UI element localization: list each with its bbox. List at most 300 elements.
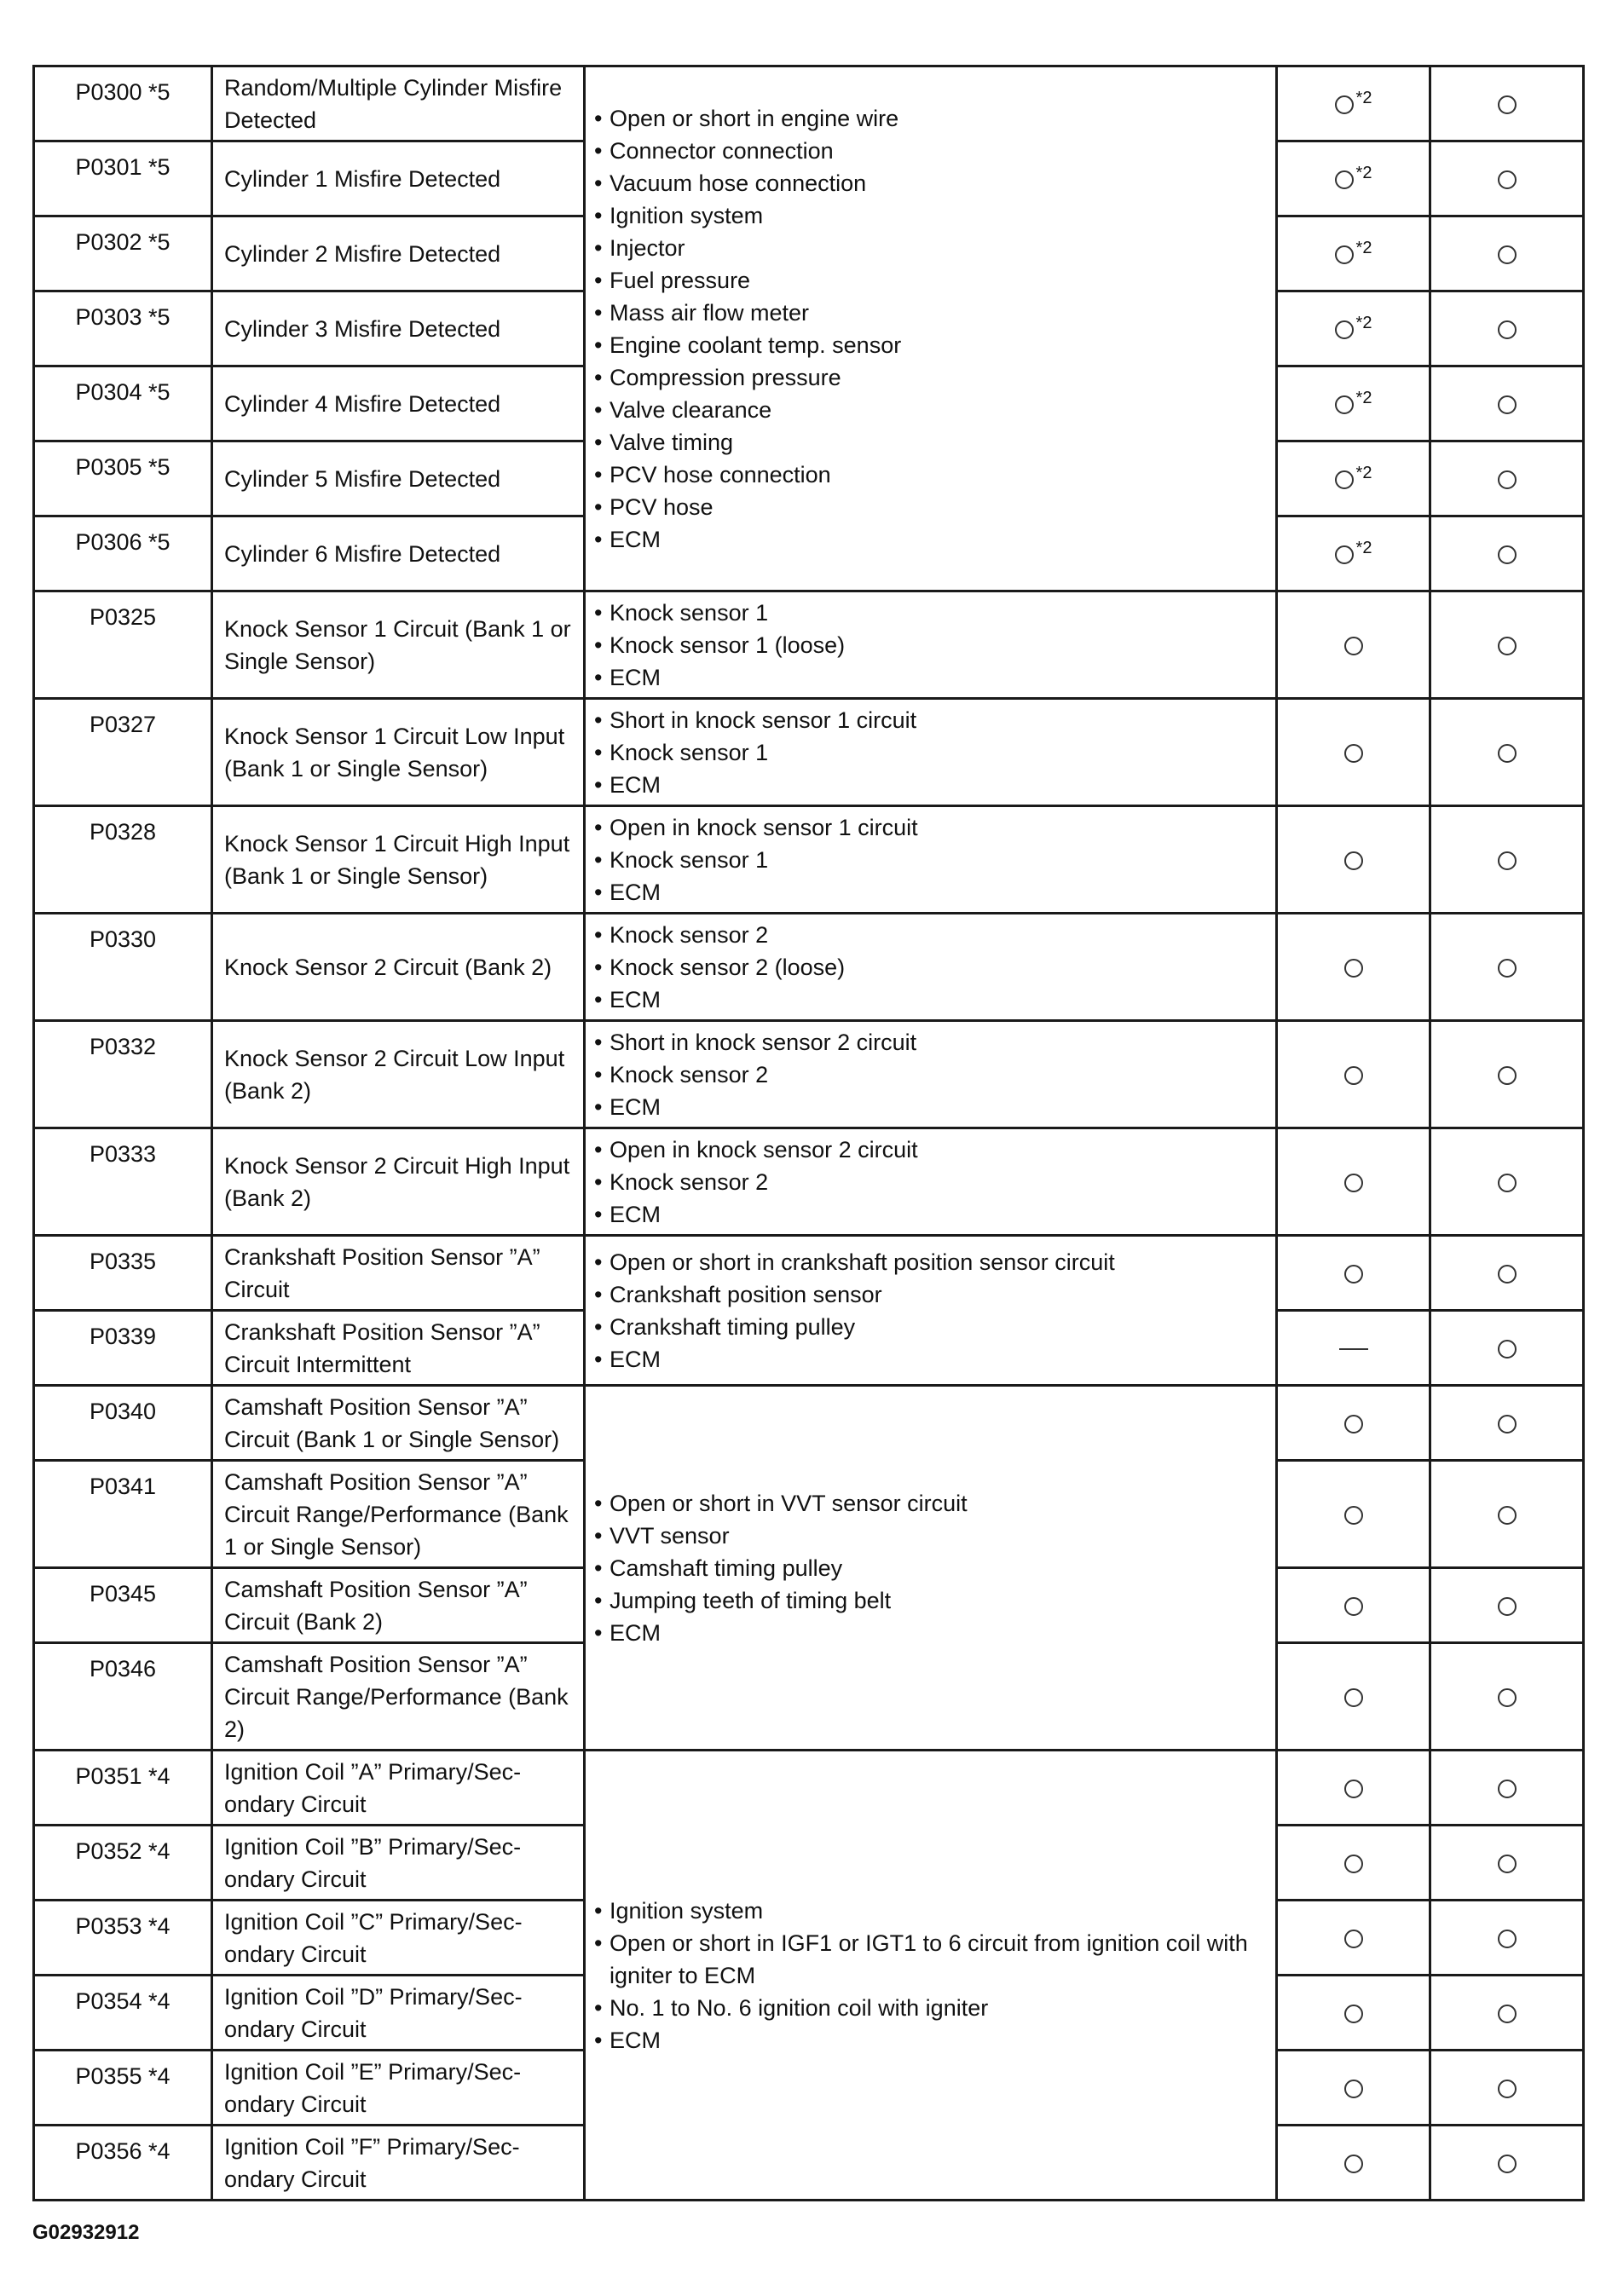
circle-icon bbox=[1498, 470, 1517, 489]
trouble-item bbox=[594, 919, 1267, 951]
trouble-item-text: Knock sensor 1 (loose) bbox=[610, 632, 846, 658]
dtc-code: P0325 bbox=[34, 591, 212, 699]
memory-indicator bbox=[1430, 1386, 1584, 1461]
footnote-mark: *2 bbox=[1355, 313, 1372, 332]
circle-icon bbox=[1498, 1174, 1517, 1192]
trouble-item bbox=[594, 167, 1267, 199]
trouble-area bbox=[585, 914, 1277, 1021]
trouble-item bbox=[594, 844, 1267, 876]
circle-icon bbox=[1498, 1930, 1517, 1948]
trouble-area bbox=[585, 806, 1277, 914]
dtc-code: P0355 *4 bbox=[34, 2051, 212, 2126]
dtc-code: P0351 *4 bbox=[34, 1751, 212, 1826]
trouble-item-text: Engine coolant temp. sensor bbox=[610, 332, 902, 358]
detection-item: Camshaft Position Sensor ”A” Circuit (Bank 1 or Single Sensor) bbox=[212, 1386, 585, 1461]
memory-indicator bbox=[1430, 2126, 1584, 2201]
detection-item: Ignition Coil ”A” Primary/Sec-ondary Circuit bbox=[212, 1751, 585, 1826]
mil-indicator bbox=[1277, 1461, 1430, 1568]
memory-indicator bbox=[1430, 1751, 1584, 1826]
trouble-area bbox=[585, 66, 1277, 591]
mil-indicator bbox=[1277, 1976, 1430, 2051]
bullet-icon: • bbox=[594, 202, 603, 228]
memory-indicator bbox=[1430, 1901, 1584, 1976]
detection-item: Knock Sensor 1 Circuit Low Input (Bank 1 or Single Sensor) bbox=[212, 699, 585, 806]
trouble-item bbox=[594, 629, 1267, 661]
circle-icon bbox=[1498, 2155, 1517, 2173]
trouble-item-text: Injector bbox=[610, 234, 685, 261]
trouble-item bbox=[594, 1246, 1267, 1278]
dtc-code: P0345 bbox=[34, 1568, 212, 1643]
circle-icon bbox=[1344, 959, 1363, 978]
mil-indicator bbox=[1277, 1128, 1430, 1236]
trouble-item-text: Open or short in IGF1 or IGT1 to 6 circuit from ignition coil with igniter to ECM bbox=[610, 1930, 1248, 1988]
detection-item: Ignition Coil ”E” Primary/Sec-ondary Circuit bbox=[212, 2051, 585, 2126]
trouble-item bbox=[594, 1166, 1267, 1198]
detection-item: Camshaft Position Sensor ”A” Circuit Range/Performance (Bank 1 or Single Sensor) bbox=[212, 1461, 585, 1568]
trouble-area bbox=[585, 699, 1277, 806]
circle-icon bbox=[1498, 1066, 1517, 1085]
memory-indicator bbox=[1430, 1568, 1584, 1643]
trouble-item-text: ECM bbox=[610, 526, 661, 552]
circle-icon bbox=[1498, 744, 1517, 763]
trouble-item bbox=[594, 491, 1267, 523]
mil-indicator bbox=[1277, 699, 1430, 806]
bullet-icon: • bbox=[594, 1313, 603, 1340]
bullet-icon: • bbox=[594, 105, 603, 131]
bullet-icon: • bbox=[594, 771, 603, 798]
trouble-item bbox=[594, 1617, 1267, 1649]
mil-indicator bbox=[1277, 516, 1430, 591]
trouble-item-text: Fuel pressure bbox=[610, 267, 751, 293]
memory-indicator bbox=[1430, 216, 1584, 291]
mil-indicator bbox=[1277, 441, 1430, 516]
dtc-table-body bbox=[34, 66, 1584, 2201]
bullet-icon: • bbox=[594, 493, 603, 520]
dtc-code: P0301 *5 bbox=[34, 141, 212, 216]
memory-indicator bbox=[1430, 516, 1584, 591]
trouble-item bbox=[594, 199, 1267, 232]
circle-icon bbox=[1498, 851, 1517, 870]
circle-icon bbox=[1344, 2155, 1363, 2173]
mil-indicator bbox=[1277, 591, 1430, 699]
circle-icon bbox=[1498, 1265, 1517, 1284]
bullet-icon: • bbox=[594, 846, 603, 873]
bullet-icon: • bbox=[594, 1994, 603, 2021]
dtc-code: P0306 *5 bbox=[34, 516, 212, 591]
footnote-mark: *2 bbox=[1355, 238, 1372, 257]
circle-icon bbox=[1498, 959, 1517, 978]
trouble-item-text: ECM bbox=[610, 1201, 661, 1227]
mil-indicator bbox=[1277, 914, 1430, 1021]
trouble-area bbox=[585, 1021, 1277, 1128]
bullet-icon: • bbox=[594, 632, 603, 658]
detection-item: Ignition Coil ”B” Primary/Sec-ondary Circuit bbox=[212, 1826, 585, 1901]
trouble-item-text: Knock sensor 1 bbox=[610, 739, 769, 765]
detection-item: Camshaft Position Sensor ”A” Circuit (Bank 2) bbox=[212, 1568, 585, 1643]
trouble-item-text: Knock sensor 1 bbox=[610, 599, 769, 626]
memory-indicator bbox=[1430, 366, 1584, 441]
trouble-item bbox=[594, 329, 1267, 361]
dash-icon bbox=[1339, 1348, 1368, 1350]
memory-indicator bbox=[1430, 699, 1584, 806]
dtc-code: P0354 *4 bbox=[34, 1976, 212, 2051]
detection-item: Ignition Coil ”D” Primary/Sec-ondary Circuit bbox=[212, 1976, 585, 2051]
trouble-item-text: Jumping teeth of timing belt bbox=[610, 1587, 892, 1613]
circle-icon bbox=[1335, 545, 1354, 564]
bullet-icon: • bbox=[594, 1930, 603, 1956]
circle-icon bbox=[1498, 545, 1517, 564]
trouble-item-text: VVT sensor bbox=[610, 1522, 730, 1549]
footnote-mark: *2 bbox=[1355, 163, 1372, 182]
mil-indicator bbox=[1277, 291, 1430, 366]
circle-icon bbox=[1344, 1415, 1363, 1434]
footnote-mark: *2 bbox=[1355, 463, 1372, 482]
trouble-item-text: Mass air flow meter bbox=[610, 299, 810, 326]
bullet-icon: • bbox=[594, 332, 603, 358]
bullet-icon: • bbox=[594, 1061, 603, 1087]
trouble-item-text: ECM bbox=[610, 986, 661, 1012]
dtc-code: P0356 *4 bbox=[34, 2126, 212, 2201]
detection-item: Knock Sensor 1 Circuit (Bank 1 or Single Sensor) bbox=[212, 591, 585, 699]
memory-indicator bbox=[1430, 1021, 1584, 1128]
bullet-icon: • bbox=[594, 1619, 603, 1646]
mil-indicator bbox=[1277, 1311, 1430, 1386]
dtc-table bbox=[32, 65, 1585, 2201]
detection-item: Ignition Coil ”F” Primary/Sec-ondary Circuit bbox=[212, 2126, 585, 2201]
trouble-item bbox=[594, 597, 1267, 629]
bullet-icon: • bbox=[594, 921, 603, 948]
bullet-icon: • bbox=[594, 986, 603, 1012]
dtc-code: P0352 *4 bbox=[34, 1826, 212, 1901]
trouble-item-text: Knock sensor 1 bbox=[610, 846, 769, 873]
trouble-item-text: ECM bbox=[610, 664, 661, 690]
circle-icon bbox=[1344, 744, 1363, 763]
detection-item: Crankshaft Position Sensor ”A” Circuit bbox=[212, 1236, 585, 1311]
trouble-item bbox=[594, 1311, 1267, 1343]
trouble-item bbox=[594, 984, 1267, 1016]
trouble-item bbox=[594, 1992, 1267, 2024]
circle-icon bbox=[1335, 320, 1354, 339]
table-row bbox=[34, 1236, 1584, 1311]
trouble-item bbox=[594, 232, 1267, 264]
mil-indicator bbox=[1277, 216, 1430, 291]
trouble-item-text: Open or short in engine wire bbox=[610, 105, 899, 131]
trouble-item bbox=[594, 1584, 1267, 1617]
bullet-icon: • bbox=[594, 170, 603, 196]
circle-icon bbox=[1498, 2005, 1517, 2023]
trouble-item bbox=[594, 661, 1267, 694]
trouble-item bbox=[594, 1895, 1267, 1927]
detection-item: Cylinder 2 Misfire Detected bbox=[212, 216, 585, 291]
circle-icon bbox=[1344, 1930, 1363, 1948]
dtc-code: P0353 *4 bbox=[34, 1901, 212, 1976]
circle-icon bbox=[1498, 170, 1517, 189]
bullet-icon: • bbox=[594, 526, 603, 552]
trouble-item-text: ECM bbox=[610, 1346, 661, 1372]
bullet-icon: • bbox=[594, 1587, 603, 1613]
bullet-icon: • bbox=[594, 1897, 603, 1924]
detection-item: Cylinder 4 Misfire Detected bbox=[212, 366, 585, 441]
mil-indicator bbox=[1277, 1901, 1430, 1976]
mil-indicator bbox=[1277, 1236, 1430, 1311]
circle-icon bbox=[1344, 637, 1363, 655]
circle-icon bbox=[1335, 95, 1354, 114]
trouble-item bbox=[594, 1487, 1267, 1520]
trouble-item-text: Ignition system bbox=[610, 1897, 764, 1924]
trouble-item-text: Open or short in VVT sensor circuit bbox=[610, 1490, 968, 1516]
trouble-item bbox=[594, 1198, 1267, 1231]
memory-indicator bbox=[1430, 1826, 1584, 1901]
bullet-icon: • bbox=[594, 299, 603, 326]
trouble-item-text: ECM bbox=[610, 771, 661, 798]
trouble-item bbox=[594, 1343, 1267, 1376]
footnote-mark: *2 bbox=[1355, 538, 1372, 557]
trouble-item bbox=[594, 394, 1267, 426]
detection-item: Knock Sensor 2 Circuit High Input (Bank 2) bbox=[212, 1128, 585, 1236]
circle-icon bbox=[1335, 470, 1354, 489]
dtc-code: P0303 *5 bbox=[34, 291, 212, 366]
trouble-item-text: Open in knock sensor 1 circuit bbox=[610, 814, 918, 840]
trouble-item-text: Connector connection bbox=[610, 137, 834, 164]
table-row bbox=[34, 914, 1584, 1021]
trouble-area bbox=[585, 1751, 1277, 2201]
bullet-icon: • bbox=[594, 1029, 603, 1055]
dtc-code: P0305 *5 bbox=[34, 441, 212, 516]
memory-indicator bbox=[1430, 1643, 1584, 1751]
detection-item: Knock Sensor 2 Circuit (Bank 2) bbox=[212, 914, 585, 1021]
table-row bbox=[34, 66, 1584, 141]
memory-indicator bbox=[1430, 141, 1584, 216]
bullet-icon: • bbox=[594, 2027, 603, 2053]
trouble-item-text: Knock sensor 2 bbox=[610, 1168, 769, 1195]
trouble-item-text: Open in knock sensor 2 circuit bbox=[610, 1136, 918, 1162]
detection-item: Cylinder 3 Misfire Detected bbox=[212, 291, 585, 366]
trouble-item bbox=[594, 704, 1267, 736]
bullet-icon: • bbox=[594, 1555, 603, 1581]
footnote-mark: *2 bbox=[1355, 388, 1372, 407]
trouble-item-text: ECM bbox=[610, 1619, 661, 1646]
trouble-item bbox=[594, 264, 1267, 297]
dtc-code: P0327 bbox=[34, 699, 212, 806]
mil-indicator bbox=[1277, 2126, 1430, 2201]
circle-icon bbox=[1335, 245, 1354, 264]
bullet-icon: • bbox=[594, 461, 603, 487]
bullet-icon: • bbox=[594, 879, 603, 905]
circle-icon bbox=[1498, 1340, 1517, 1359]
dtc-code: P0339 bbox=[34, 1311, 212, 1386]
table-row bbox=[34, 591, 1584, 699]
detection-item: Ignition Coil ”C” Primary/Sec-ondary Circuit bbox=[212, 1901, 585, 1976]
detection-item: Knock Sensor 1 Circuit High Input (Bank 1 or Single Sensor) bbox=[212, 806, 585, 914]
footnote-mark: *2 bbox=[1355, 88, 1372, 107]
memory-indicator bbox=[1430, 66, 1584, 141]
circle-icon bbox=[1498, 637, 1517, 655]
trouble-item bbox=[594, 736, 1267, 769]
memory-indicator bbox=[1430, 291, 1584, 366]
dtc-code: P0300 *5 bbox=[34, 66, 212, 141]
trouble-item-text: Knock sensor 2 bbox=[610, 1061, 769, 1087]
detection-item: Random/Multiple Cylinder Misfire Detected bbox=[212, 66, 585, 141]
trouble-item-text: Crankshaft timing pulley bbox=[610, 1313, 856, 1340]
trouble-item-text: Short in knock sensor 2 circuit bbox=[610, 1029, 917, 1055]
bullet-icon: • bbox=[594, 1201, 603, 1227]
table-row bbox=[34, 1386, 1584, 1461]
dtc-code: P0302 *5 bbox=[34, 216, 212, 291]
circle-icon bbox=[1344, 2005, 1363, 2023]
trouble-item bbox=[594, 135, 1267, 167]
detection-item: Crankshaft Position Sensor ”A” Circuit Intermittent bbox=[212, 1311, 585, 1386]
detection-item: Knock Sensor 2 Circuit Low Input (Bank 2) bbox=[212, 1021, 585, 1128]
trouble-area bbox=[585, 591, 1277, 699]
trouble-item-text: No. 1 to No. 6 ignition coil with igniter bbox=[610, 1994, 989, 2021]
circle-icon bbox=[1344, 851, 1363, 870]
circle-icon bbox=[1344, 2080, 1363, 2098]
trouble-item-text: ECM bbox=[610, 879, 661, 905]
dtc-code: P0332 bbox=[34, 1021, 212, 1128]
bullet-icon: • bbox=[594, 396, 603, 423]
bullet-icon: • bbox=[594, 954, 603, 980]
memory-indicator bbox=[1430, 441, 1584, 516]
circle-icon bbox=[1498, 245, 1517, 264]
mil-indicator bbox=[1277, 1568, 1430, 1643]
trouble-area bbox=[585, 1128, 1277, 1236]
memory-indicator bbox=[1430, 2051, 1584, 2126]
bullet-icon: • bbox=[594, 1281, 603, 1307]
circle-icon bbox=[1498, 395, 1517, 414]
dtc-code: P0335 bbox=[34, 1236, 212, 1311]
trouble-item-text: ECM bbox=[610, 1093, 661, 1120]
memory-indicator bbox=[1430, 914, 1584, 1021]
circle-icon bbox=[1498, 1688, 1517, 1707]
bullet-icon: • bbox=[594, 1490, 603, 1516]
trouble-item bbox=[594, 1278, 1267, 1311]
trouble-item-text: PCV hose bbox=[610, 493, 714, 520]
circle-icon bbox=[1498, 2080, 1517, 2098]
bullet-icon: • bbox=[594, 1093, 603, 1120]
mil-indicator bbox=[1277, 1021, 1430, 1128]
trouble-item-text: Ignition system bbox=[610, 202, 764, 228]
trouble-item bbox=[594, 1134, 1267, 1166]
memory-indicator bbox=[1430, 591, 1584, 699]
bullet-icon: • bbox=[594, 814, 603, 840]
trouble-item bbox=[594, 2024, 1267, 2057]
circle-icon bbox=[1498, 1855, 1517, 1873]
dtc-code: P0304 *5 bbox=[34, 366, 212, 441]
trouble-item-text: Short in knock sensor 1 circuit bbox=[610, 707, 917, 733]
trouble-item bbox=[594, 1520, 1267, 1552]
mil-indicator bbox=[1277, 1386, 1430, 1461]
memory-indicator bbox=[1430, 1461, 1584, 1568]
circle-icon bbox=[1335, 170, 1354, 189]
table-row bbox=[34, 806, 1584, 914]
table-row bbox=[34, 1751, 1584, 1826]
figure-id: G02932912 bbox=[32, 2221, 140, 2244]
circle-icon bbox=[1344, 1855, 1363, 1873]
mil-indicator bbox=[1277, 1826, 1430, 1901]
trouble-item bbox=[594, 1026, 1267, 1059]
bullet-icon: • bbox=[594, 364, 603, 390]
bullet-icon: • bbox=[594, 234, 603, 261]
bullet-icon: • bbox=[594, 664, 603, 690]
mil-indicator bbox=[1277, 806, 1430, 914]
detection-item: Cylinder 5 Misfire Detected bbox=[212, 441, 585, 516]
trouble-item-text: ECM bbox=[610, 2027, 661, 2053]
trouble-item bbox=[594, 769, 1267, 801]
trouble-item bbox=[594, 876, 1267, 909]
trouble-item bbox=[594, 361, 1267, 394]
dtc-code: P0341 bbox=[34, 1461, 212, 1568]
table-row bbox=[34, 1128, 1584, 1236]
trouble-item-text: PCV hose connection bbox=[610, 461, 831, 487]
table-row bbox=[34, 699, 1584, 806]
bullet-icon: • bbox=[594, 1522, 603, 1549]
memory-indicator bbox=[1430, 806, 1584, 914]
memory-indicator bbox=[1430, 1311, 1584, 1386]
dtc-code: P0333 bbox=[34, 1128, 212, 1236]
trouble-item-text: Crankshaft position sensor bbox=[610, 1281, 882, 1307]
trouble-item bbox=[594, 1927, 1267, 1992]
memory-indicator bbox=[1430, 1236, 1584, 1311]
trouble-item bbox=[594, 523, 1267, 556]
circle-icon bbox=[1344, 1688, 1363, 1707]
mil-indicator bbox=[1277, 366, 1430, 441]
trouble-item-text: Compression pressure bbox=[610, 364, 841, 390]
bullet-icon: • bbox=[594, 707, 603, 733]
circle-icon bbox=[1498, 1506, 1517, 1525]
trouble-item-text: Knock sensor 2 (loose) bbox=[610, 954, 846, 980]
trouble-area bbox=[585, 1386, 1277, 1751]
dtc-code: P0330 bbox=[34, 914, 212, 1021]
trouble-item bbox=[594, 102, 1267, 135]
table-row bbox=[34, 1021, 1584, 1128]
mil-indicator bbox=[1277, 1643, 1430, 1751]
bullet-icon: • bbox=[594, 599, 603, 626]
mil-indicator bbox=[1277, 1751, 1430, 1826]
bullet-icon: • bbox=[594, 1346, 603, 1372]
trouble-item-text: Valve clearance bbox=[610, 396, 772, 423]
bullet-icon: • bbox=[594, 429, 603, 455]
circle-icon bbox=[1344, 1597, 1363, 1616]
circle-icon bbox=[1498, 95, 1517, 114]
bullet-icon: • bbox=[594, 1249, 603, 1275]
detection-item: Camshaft Position Sensor ”A” Circuit Range/Performance (Bank 2) bbox=[212, 1643, 585, 1751]
circle-icon bbox=[1344, 1265, 1363, 1284]
trouble-area bbox=[585, 1236, 1277, 1386]
trouble-item-text: Camshaft timing pulley bbox=[610, 1555, 843, 1581]
circle-icon bbox=[1344, 1066, 1363, 1085]
detection-item: Cylinder 6 Misfire Detected bbox=[212, 516, 585, 591]
trouble-item bbox=[594, 426, 1267, 459]
dtc-code: P0346 bbox=[34, 1643, 212, 1751]
dtc-code: P0328 bbox=[34, 806, 212, 914]
circle-icon bbox=[1498, 320, 1517, 339]
bullet-icon: • bbox=[594, 739, 603, 765]
trouble-item-text: Valve timing bbox=[610, 429, 734, 455]
bullet-icon: • bbox=[594, 1168, 603, 1195]
trouble-item bbox=[594, 1059, 1267, 1091]
circle-icon bbox=[1498, 1415, 1517, 1434]
trouble-item bbox=[594, 1091, 1267, 1123]
mil-indicator bbox=[1277, 141, 1430, 216]
memory-indicator bbox=[1430, 1976, 1584, 2051]
trouble-item bbox=[594, 1552, 1267, 1584]
detection-item: Cylinder 1 Misfire Detected bbox=[212, 141, 585, 216]
bullet-icon: • bbox=[594, 1136, 603, 1162]
circle-icon bbox=[1344, 1174, 1363, 1192]
trouble-item bbox=[594, 297, 1267, 329]
trouble-item bbox=[594, 459, 1267, 491]
trouble-item bbox=[594, 811, 1267, 844]
